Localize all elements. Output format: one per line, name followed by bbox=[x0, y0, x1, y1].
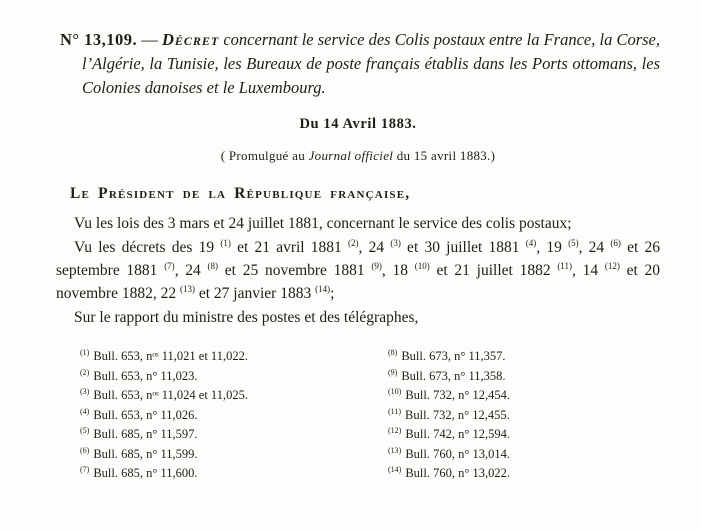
footnote-marker: (12) bbox=[388, 426, 402, 435]
footnote-reference: (11) bbox=[557, 261, 572, 271]
footnotes-left-column bbox=[56, 347, 358, 484]
title-separator: — bbox=[141, 30, 158, 49]
footnote-marker: (7) bbox=[80, 465, 90, 474]
footnote-marker: (8) bbox=[388, 348, 398, 357]
date-line: Du 14 Avril 1883. bbox=[299, 116, 417, 132]
footnote-marker: (13) bbox=[388, 445, 402, 455]
paragraph-rapport: Sur le rapport du ministre des postes et des télégraphes, bbox=[74, 309, 419, 326]
footnote-reference: (13) bbox=[179, 284, 195, 294]
footnote-text: Bull. 653, n° 11,023. bbox=[93, 368, 198, 383]
salutation-line: Le Président de la République française, bbox=[70, 185, 411, 202]
decree-subject: concernant le service des Colis postaux entre la France, la Corse, l’Algérie, la Tunisie, les Bureaux de poste français établis dans les Ports ottomans, les Colonies danoises et le Luxembourg. bbox=[82, 30, 661, 97]
footnote-text: Bull. 732, n° 12,454. bbox=[405, 388, 510, 402]
footnote-text: Bull. 760, n° 13,022. bbox=[405, 466, 510, 480]
footnote-item bbox=[388, 464, 660, 484]
footnote-reference: (10) bbox=[414, 261, 430, 271]
footnote-item bbox=[80, 425, 358, 445]
footnote-item bbox=[80, 367, 358, 387]
footnotes-right-column bbox=[358, 347, 660, 484]
footnote-text: Bull. 653, nᵒˢ 11,021 et 11,022. bbox=[93, 349, 248, 363]
decree-title bbox=[60, 28, 660, 100]
footnote-item bbox=[388, 367, 660, 387]
footnote-marker: (1) bbox=[80, 348, 90, 357]
footnote-text: Bull. 673, n° 11,357. bbox=[401, 349, 506, 363]
footnote-item bbox=[80, 347, 358, 367]
footnote-marker: (3) bbox=[80, 387, 90, 396]
footnote-reference: (9) bbox=[371, 261, 382, 271]
footnote-item bbox=[388, 425, 660, 445]
footnote-reference: (3) bbox=[390, 238, 401, 248]
decree-keyword: Décret bbox=[161, 30, 220, 49]
footnote-item bbox=[80, 406, 358, 426]
paragraph-vu-lois: Vu les lois des 3 mars et 24 juillet 1881, concernant le service des colis postaux; bbox=[74, 215, 572, 232]
footnote-marker: (10) bbox=[388, 387, 402, 396]
footnote-item bbox=[388, 406, 660, 426]
footnote-reference: (2) bbox=[348, 238, 359, 248]
footnote-reference: (14) bbox=[315, 284, 331, 294]
footnote-reference: (8) bbox=[207, 261, 219, 271]
footnote-text: Bull. 732, n° 12,455. bbox=[405, 407, 510, 422]
footnotes-section bbox=[56, 347, 660, 484]
footnote-item bbox=[80, 445, 358, 465]
footnote-item bbox=[388, 386, 660, 406]
footnote-text: Bull. 685, n° 11,600. bbox=[93, 466, 198, 480]
footnote-reference: (5) bbox=[568, 238, 579, 248]
decree-number: N° 13,109. bbox=[60, 30, 138, 49]
footnote-text: Bull. 653, n° 11,026. bbox=[93, 407, 198, 422]
footnote-marker: (6) bbox=[80, 445, 90, 455]
promulgation-line bbox=[56, 148, 660, 164]
footnote-marker: (14) bbox=[388, 465, 402, 474]
footnote-marker: (9) bbox=[388, 367, 398, 377]
footnote-marker: (4) bbox=[80, 406, 90, 416]
promulgation-suffix: du 15 avril 1883.) bbox=[393, 148, 496, 163]
footnote-marker: (11) bbox=[388, 406, 402, 416]
footnote-reference: (4) bbox=[525, 238, 537, 248]
footnote-marker: (5) bbox=[80, 426, 90, 435]
footnote-text: Bull. 685, n° 11,597. bbox=[93, 427, 198, 441]
footnote-reference: (12) bbox=[604, 261, 620, 271]
footnote-item bbox=[80, 464, 358, 484]
footnote-item bbox=[388, 445, 660, 465]
paragraph-vu-decrets: Vu les décrets des 19 $^{(1)}$ et 21 avril 1881 $^{(2)}$, 24 $^{(3)}$ et 30 juillet 1881 $^{(4)}$, 19 $^{(5)}$, 24 $^{(6)}$ et 26 septembre 1881 $^{(7)}$, 24 $^{(8)}$ et 25 novembre 1881 $^{(9)}$, 18 $^{(10)}$ et 21 juillet 1882 $^{(11)}$, 14 $^{(12)}$ et 20 novembre 1882, 22 $^{(13)}$ et 27 janvier 1883 $^{(14)}$; bbox=[56, 238, 661, 302]
promulgation-prefix: ( Promulgué au bbox=[220, 148, 309, 163]
footnote-reference: (6) bbox=[610, 238, 621, 248]
footnote-text: Bull. 673, n° 11,358. bbox=[401, 368, 506, 383]
footnote-text: Bull. 685, n° 11,599. bbox=[93, 446, 198, 461]
footnote-marker: (2) bbox=[80, 367, 90, 377]
footnote-item bbox=[80, 386, 358, 406]
footnote-text: Bull. 760, n° 13,014. bbox=[405, 446, 510, 461]
footnote-text: Bull. 653, nᵒˢ 11,024 et 11,025. bbox=[93, 388, 248, 402]
footnote-text: Bull. 742, n° 12,594. bbox=[405, 427, 510, 441]
footnote-reference: (1) bbox=[220, 238, 231, 248]
journal-officiel-name: Journal officiel bbox=[308, 148, 394, 163]
footnote-reference: (7) bbox=[164, 261, 175, 271]
footnote-item bbox=[388, 347, 660, 367]
